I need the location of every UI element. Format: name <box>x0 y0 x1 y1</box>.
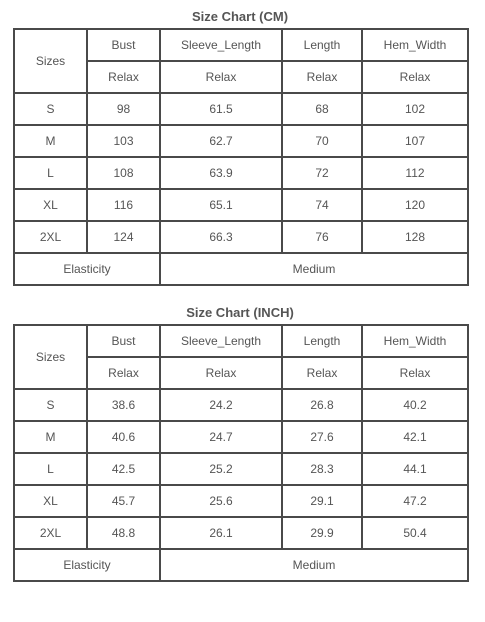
table-cell: 98 <box>87 93 160 125</box>
fit-label: Relax <box>282 357 362 389</box>
sizes-header: Sizes <box>14 325 87 389</box>
column-header-hem-width: Hem_Width <box>362 29 468 61</box>
table-row <box>14 485 468 517</box>
header-row <box>14 29 468 61</box>
column-header-sleeve-length: Sleeve_Length <box>160 325 282 357</box>
table-cell: 26.8 <box>282 389 362 421</box>
table-row <box>14 453 468 485</box>
table-row <box>14 189 468 221</box>
table-cell: 112 <box>362 157 468 189</box>
fit-label: Relax <box>87 357 160 389</box>
column-header-bust: Bust <box>87 29 160 61</box>
table-cell: 68 <box>282 93 362 125</box>
table-cell: 63.9 <box>160 157 282 189</box>
table-cell: 124 <box>87 221 160 253</box>
column-header-length: Length <box>282 29 362 61</box>
column-header-bust: Bust <box>87 325 160 357</box>
table-cell: 38.6 <box>87 389 160 421</box>
size-cell: M <box>14 125 87 157</box>
size-cell: XL <box>14 189 87 221</box>
table-row <box>14 421 468 453</box>
table-cell: 28.3 <box>282 453 362 485</box>
sizes-header: Sizes <box>14 29 87 93</box>
table-cell: 26.1 <box>160 517 282 549</box>
table-cell: 25.6 <box>160 485 282 517</box>
size-cell: M <box>14 421 87 453</box>
table-cell: 45.7 <box>87 485 160 517</box>
table-cell: 102 <box>362 93 468 125</box>
table-cell: 50.4 <box>362 517 468 549</box>
table-cell: 24.2 <box>160 389 282 421</box>
size-chart-inch <box>13 302 467 582</box>
table-cell: 128 <box>362 221 468 253</box>
size-chart-cm <box>13 6 467 286</box>
table-cell: 47.2 <box>362 485 468 517</box>
table-cell: 103 <box>87 125 160 157</box>
table-cell: 70 <box>282 125 362 157</box>
fit-label: Relax <box>160 357 282 389</box>
table-cell: 107 <box>362 125 468 157</box>
table-cell: 25.2 <box>160 453 282 485</box>
table-cell: 72 <box>282 157 362 189</box>
elasticity-label: Elasticity <box>14 549 160 581</box>
fit-label: Relax <box>362 61 468 93</box>
table-cell: 116 <box>87 189 160 221</box>
column-header-hem-width: Hem_Width <box>362 325 468 357</box>
fit-label: Relax <box>282 61 362 93</box>
fit-label: Relax <box>160 61 282 93</box>
table-cell: 66.3 <box>160 221 282 253</box>
size-cell: XL <box>14 485 87 517</box>
size-cell: 2XL <box>14 221 87 253</box>
column-header-sleeve-length: Sleeve_Length <box>160 29 282 61</box>
elasticity-row <box>14 549 468 581</box>
size-table-cm <box>13 28 469 286</box>
table-cell: 65.1 <box>160 189 282 221</box>
size-table-inch <box>13 324 469 582</box>
size-cell: 2XL <box>14 517 87 549</box>
chart-title: Size Chart (INCH) <box>186 305 294 320</box>
table-cell: 29.9 <box>282 517 362 549</box>
table-cell: 76 <box>282 221 362 253</box>
size-cell: L <box>14 157 87 189</box>
table-cell: 62.7 <box>160 125 282 157</box>
table-cell: 29.1 <box>282 485 362 517</box>
table-cell: 24.7 <box>160 421 282 453</box>
table-cell: 120 <box>362 189 468 221</box>
size-cell: S <box>14 93 87 125</box>
table-cell: 61.5 <box>160 93 282 125</box>
table-cell: 42.1 <box>362 421 468 453</box>
chart-title: Size Chart (CM) <box>191 9 289 24</box>
table-cell: 74 <box>282 189 362 221</box>
fit-label: Relax <box>362 357 468 389</box>
table-cell: 48.8 <box>87 517 160 549</box>
elasticity-label: Elasticity <box>14 253 160 285</box>
table-cell: 108 <box>87 157 160 189</box>
table-cell: 27.6 <box>282 421 362 453</box>
table-cell: 40.6 <box>87 421 160 453</box>
elasticity-row <box>14 253 468 285</box>
column-header-length: Length <box>282 325 362 357</box>
table-row <box>14 157 468 189</box>
table-row <box>14 125 468 157</box>
elasticity-value: Medium <box>160 253 468 285</box>
table-row <box>14 93 468 125</box>
table-row <box>14 517 468 549</box>
size-cell: S <box>14 389 87 421</box>
table-cell: 44.1 <box>362 453 468 485</box>
table-cell: 40.2 <box>362 389 468 421</box>
table-row <box>14 221 468 253</box>
table-cell: 42.5 <box>87 453 160 485</box>
fit-label: Relax <box>87 61 160 93</box>
table-row <box>14 389 468 421</box>
size-cell: L <box>14 453 87 485</box>
elasticity-value: Medium <box>160 549 468 581</box>
header-row <box>14 325 468 357</box>
